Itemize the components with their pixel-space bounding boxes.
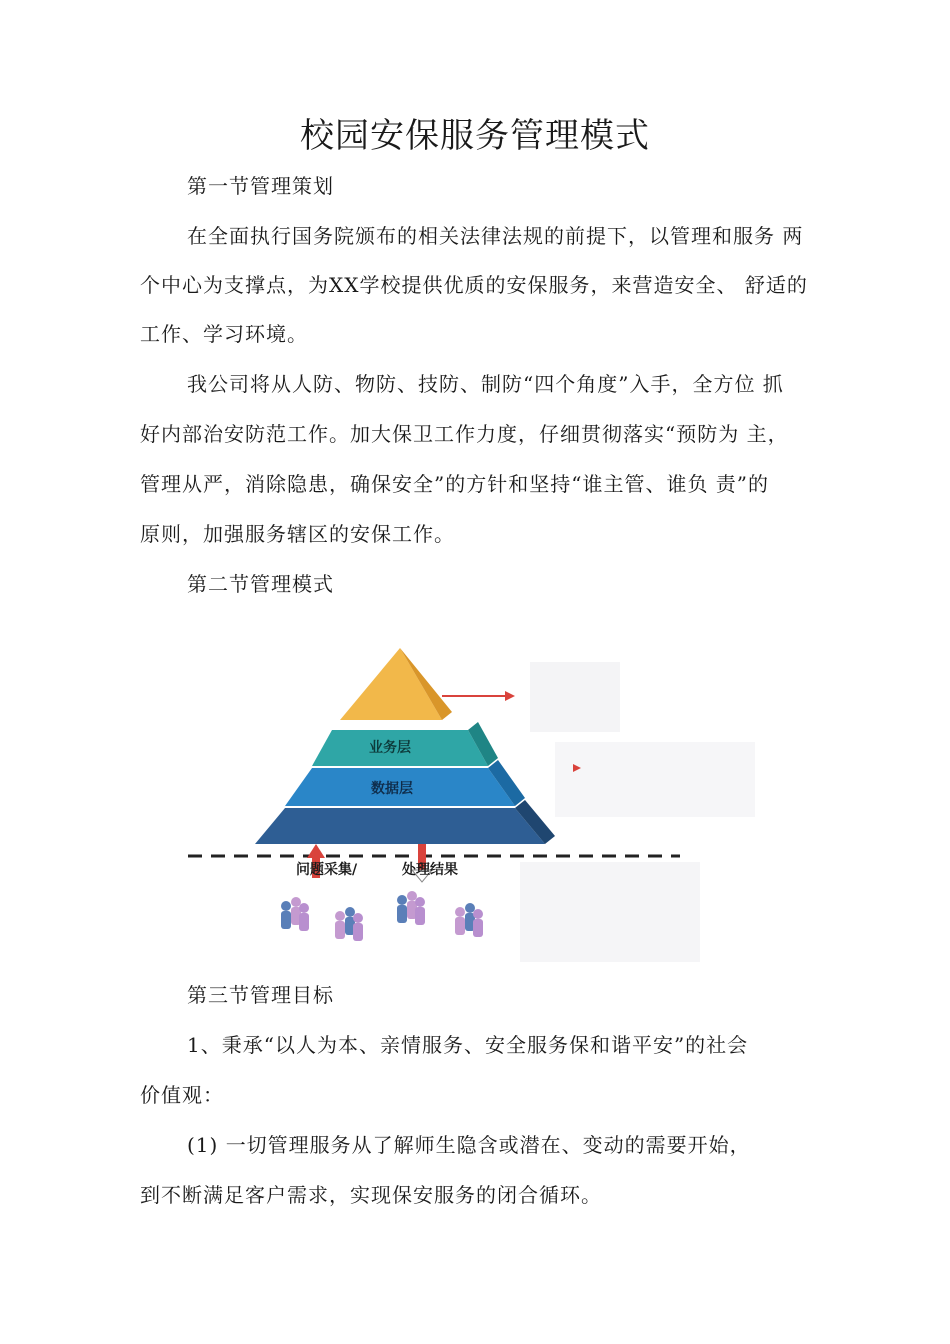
section1-heading: 第一节管理策划: [187, 174, 334, 198]
section3-sub1-line1: (1) 一切管理服务从了解师生隐含或潜在、变动的需要开始，: [187, 1133, 751, 1157]
label-result: 处理结果: [402, 862, 458, 878]
section1-para1-line3: 工作、学习环境。: [140, 322, 308, 346]
people-group-icon: [281, 897, 309, 931]
section3-heading: 第三节管理目标: [187, 983, 334, 1007]
faded-box-top-right: [530, 662, 620, 732]
section1-para2-line3: 管理从严，消除隐患，确保安全”的方针和坚持“谁主管、谁负 责”的: [140, 472, 770, 496]
section1-para2-line4: 原则，加强服务辖区的安保工作。: [140, 522, 455, 546]
people-group-icon: [335, 907, 363, 941]
pyramid-data-layer: [285, 760, 525, 806]
top-arrow-head: [505, 691, 515, 701]
section1-para1-line1: 在全面执行国务院颁布的相关法律法规的前提下，以管理和服务 两: [187, 224, 804, 248]
people-group-icon: [455, 903, 483, 937]
pyramid-business-layer: [312, 722, 498, 766]
label-collect: 问题采集/: [296, 862, 358, 878]
people-group-icon: [397, 891, 425, 925]
section3-item1-line1: 1、秉承“以人为本、亲情服务、安全服务保和谐平安”的社会: [187, 1033, 749, 1057]
section3-sub1-line2: 到不断满足客户需求，实现保安服务的闭合循环。: [140, 1183, 602, 1207]
pyramid-base-layer: [255, 800, 555, 844]
layer-label-business: 业务层: [369, 740, 411, 756]
section1-para2-line2: 好内部治安防范工作。加大保卫工作力度，仔细贯彻落实“预防为 主，: [140, 422, 789, 446]
section2-heading: 第二节管理模式: [187, 572, 334, 596]
document-title: 校园安保服务管理模式: [300, 116, 650, 156]
section1-para1-line2: 个中心为支撑点，为XX学校提供优质的安保服务，来营造安全、 舒适的: [140, 273, 808, 297]
layer-label-data: 数据层: [371, 781, 413, 797]
faded-box-bottom-right: [520, 862, 700, 962]
pyramid-top-layer: [340, 648, 452, 720]
section3-item1-line2: 价值观：: [140, 1083, 224, 1107]
section1-para2-line1: 我公司将从人防、物防、技防、制防“四个角度”入手，全方位 抓: [187, 372, 784, 396]
faded-box-mid-right: [555, 742, 755, 817]
management-pyramid-diagram: [180, 632, 760, 968]
